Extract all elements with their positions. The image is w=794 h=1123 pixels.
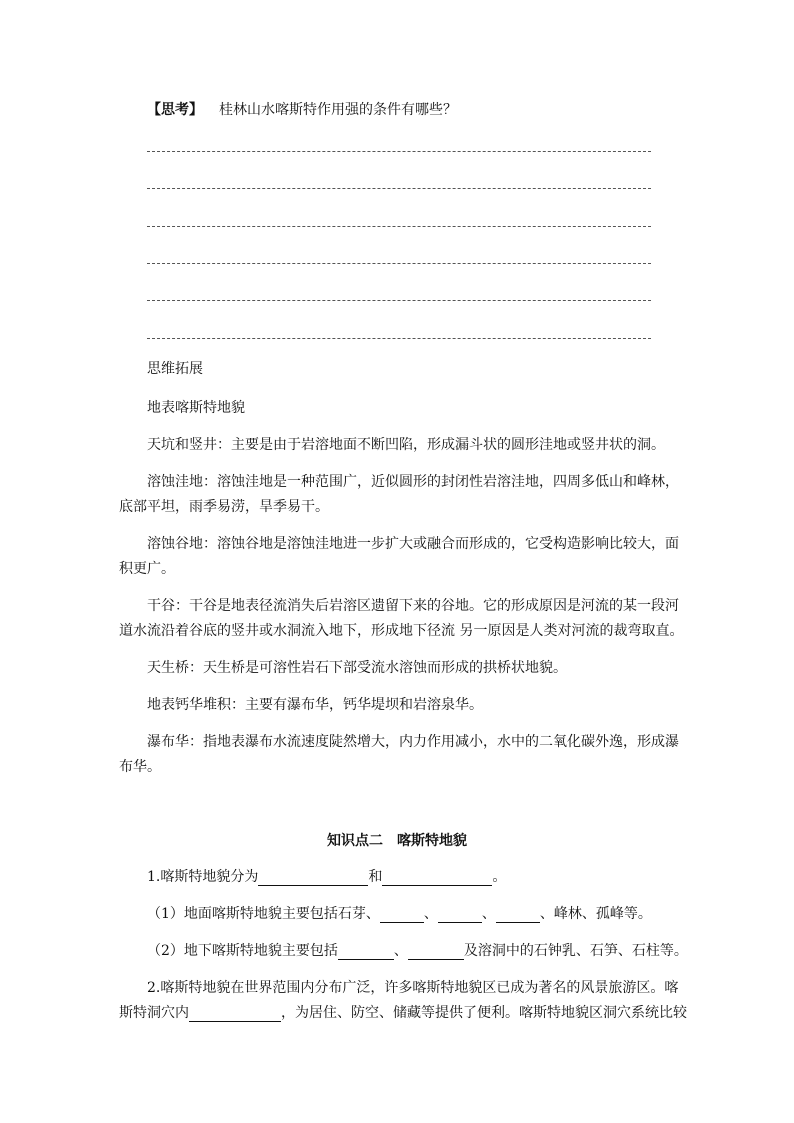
pubuhua-paragraph-line-2: 布华。 [119, 759, 161, 775]
calcium-paragraph: 地表钙华堆积：主要有瀑布华，钙华堤坝和岩溶泉华。 [147, 697, 483, 713]
answer-line-2 [147, 188, 651, 189]
answer-blank[interactable] [382, 871, 492, 886]
tiankeng-paragraph: 天坑和竖井：主要是由于岩溶地面不断凹陷，形成漏斗状的圆形洼地或竖井状的洞。 [147, 437, 665, 453]
question-1b-end: 及溶洞中的石钟乳、石笋、石柱等。 [463, 943, 688, 959]
separator: 、 [481, 906, 496, 922]
question-1b [147, 942, 688, 960]
answer-blank[interactable] [438, 908, 482, 923]
question-1a-end: 、峰林、孤峰等。 [539, 906, 652, 922]
question-1a-prefix: （1）地面喀斯特地貌主要包括石芽、 [147, 906, 380, 922]
question-1b-prefix: （2）地下喀斯特地貌主要包括 [147, 943, 338, 959]
wadi-paragraph-line-2: 底部平坦，雨季易涝，旱季易干。 [119, 499, 329, 515]
question-1a [147, 905, 652, 923]
answer-blank[interactable] [189, 1007, 281, 1022]
extension-heading: 思维拓展 [147, 361, 203, 377]
question-2-line-1: 2.喀斯特地貌在世界范围内分布广泛，许多喀斯特地貌区已成为著名的风景旅游区。喀 [147, 980, 679, 996]
question-2-line-2 [119, 1004, 687, 1022]
gudi-paragraph-line-2: 积更广。 [119, 561, 175, 577]
answer-blank[interactable] [496, 908, 540, 923]
question-2-end: ，为居住、防空、储藏等提供了便利。喀斯特地貌区洞穴系统比较 [281, 1005, 687, 1021]
separator: 、 [423, 906, 438, 922]
answer-blank[interactable] [380, 908, 424, 923]
answer-blank[interactable] [338, 945, 394, 960]
pubuhua-paragraph-line-1: 瀑布华：指地表瀑布水流速度陡然增大，内力作用减小，水中的二氧化碳外逸，形成瀑 [147, 734, 679, 750]
think-tag: 【思考】 [147, 102, 203, 118]
answer-line-3 [147, 226, 651, 227]
extension-subheading: 地表喀斯特地貌 [147, 400, 245, 416]
question-1-and: 和 [368, 869, 383, 885]
gangu-paragraph-line-2: 道水流沿着谷底的竖井或水洞流入地下，形成地下径流 另一原因是人类对河流的裁弯取直。 [119, 623, 684, 639]
answer-line-1 [147, 151, 651, 152]
think-question: 桂林山水喀斯特作用强的条件有哪些？ [219, 102, 457, 118]
gudi-paragraph-line-1: 溶蚀谷地：溶蚀谷地是溶蚀洼地进一步扩大或融合而形成的，它受构造影响比较大，面 [147, 536, 679, 552]
bridge-paragraph: 天生桥：天生桥是可溶性岩石下部受流水溶蚀而形成的拱桥状地貌。 [147, 660, 567, 676]
answer-blank[interactable] [408, 945, 464, 960]
answer-line-4 [147, 263, 651, 264]
question-1-prefix: 1.喀斯特地貌分为 [147, 869, 259, 885]
answer-line-6 [147, 338, 651, 339]
gangu-paragraph-line-1: 干谷：干谷是地表径流消失后岩溶区遗留下来的谷地。它的形成原因是河流的某一段河 [147, 598, 679, 614]
think-question-line [147, 101, 457, 119]
question-1 [147, 868, 506, 886]
wadi-paragraph-line-1: 溶蚀洼地：溶蚀洼地是一种范围广，近似圆形的封闭性岩溶洼地，四周多低山和峰林， [147, 474, 679, 490]
separator: 、 [393, 943, 408, 959]
question-1-end: 。 [492, 869, 507, 885]
answer-line-5 [147, 300, 651, 301]
knowledge-title: 知识点二 喀斯特地貌 [327, 833, 467, 849]
question-2-prefix: 斯特洞穴内 [119, 1005, 189, 1021]
answer-blank[interactable] [258, 871, 368, 886]
